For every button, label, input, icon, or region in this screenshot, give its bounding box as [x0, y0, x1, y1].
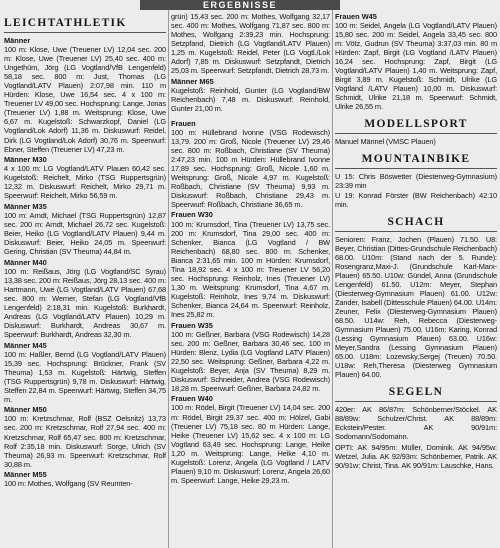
category-heading: Männer [4, 36, 31, 45]
result-paragraph: 4 x 100 m: LG Vogtland/LATV Plauen 60,42 sec. Kugelstoß: Reichelt, Mirko (TSG Ruppertsgrün) 12,32 m. Diskuswurf: Reichelt, Mirko 29,71 m. Speerwurf: Reichelt, Mirko 56,59 m. [4, 164, 166, 201]
result-paragraph: 100 m: Reißaus, Jörg (LG Vogtland/SC Syrau) 13,38 sec. 200 m: Reißaus, Jörg 28,13 sec. 400 m: Hartmann, Uwe (LG Vogtland/LATV Plauen) 67,68 sec. 800 m: Werner, Stefan (LG Vogtland/VfB Lengenfeld) 2:18,31 min. Kugelstoß: Burkhardt, Andreas (LG Vogtland/LATV Plauen) 10,29 m. Diskuswurf: Burkhardt, Andreas 30,67 m. Speerwurf: Burkhardt, Andreas 32,30 m. [4, 266, 166, 339]
sport-heading-mountainbike: MOUNTAINBIKE [335, 148, 497, 169]
result-paragraph: U 15: Chris Böswetter (Diesterweg-Gymnasium) 23:39 min [335, 171, 497, 190]
result-paragraph: grün) 15,43 sec. 200 m: Mothes, Wolfgang 32,17 sec. 400 m: Mothes, Wolfgang 71,87 sec. 800 m: Mothes, Wolfgang 2:39,23 min. Hochsprung: Setzpfand, Dietrich (LG Vogtland/LATV Plauen) 1,25 m. Kugelstoß: Reidel, Peter (LG Vogtl./Lok Adorf) 7,85 m. Diskuswurf: Setzpfandt, Dietrich 25,03 m. Speerwurf: Setzpfandt, Dietrich 28,73 m. [171, 12, 330, 76]
category-heading: Männer M50 [4, 405, 47, 415]
category-heading: Frauen W30 [171, 210, 213, 220]
result-paragraph: 100 m: Seidel, Angela (LG Vogtland/LATV Plauen) 15,80 sec. 200 m: Seidel, Angela 33,45 sec. 800 m: Vötz, Gudrun (SV Theuma) 3:37,03 min. 80 m Hürden: Zapf, Birgit (LG Vogtland /LATV Plauen) 16,24 sec. Hochsprung: Zapf, Birgit (LG Vogtland/LATV Plauen) 1,40 m. Weitsprung: Zapf, Birgit 3,89 m. Kugelstoß: Schmidt, Ulrike (LG Vogtland /LATV Plauen) 10,00 m. Diskuswurf: Schmidt, Ulrike 21,18 m. Speerwurf: Schmidt, Ulrike 26,55 m. [335, 21, 497, 112]
results-column-2 [171, 12, 330, 548]
result-paragraph: U 19: Konrad Förster (BW Reichenbach) 42:10 min. [335, 191, 497, 210]
category-heading: Männer M65 [171, 76, 214, 86]
result-paragraph: OPTI: AK 94/95m: Müller, Dominik. AK 94/95w: Wetzel, Julia. AK 92/93m: Schönberner, Patrik. AK 90/91w: Christ, Tina. AK 90/91m: Lauschke, Hans. [335, 442, 497, 470]
category-heading: Männer M35 [4, 201, 47, 211]
category-heading: Frauen W45 [335, 12, 377, 21]
category-heading: Männer M55 [4, 470, 47, 480]
column-divider [168, 10, 169, 548]
sport-heading-schach: SCHACH [335, 211, 497, 232]
result-paragraph: 100 m: Klose, Uwe (Treuener LV) 12,04 sec. 200 m: Klose, Uwe (Treuener LV) 25,40 sec. 400 m: Ungethüm, Jörg (LG Vogtland/VfB Lengenfeld) 58,18 sec. 800 m: Just, Thomas (LG Vogtland/LATV Plauen) 2:07,98 min. 110 m Hürden: Klose, Uwe 16,54 sec. 4 x 100 m: Treuener LV 49,00 sec. Hochsprung: Lange, Jonas (Treuener LV) 1,88 m. Weitsprung: Klose, Uwe 6,67 m. Kugelstoß: Schwarzkopf, Daniel (LG Vogtland/Lok Adorf) 11,36 m. Diskuswurf: Reidel, Dirk (LG Vogtland/Lok Adorf) 30,76 m. Speerwurf: Ebner, Steffen (Treuener LV) 47,23 m. [4, 45, 166, 154]
category-heading: Frauen [171, 118, 196, 128]
result-paragraph: Kugelstoß: Reinhold, Gunter (LG Vogtland/BW Reichenbach) 7,48 m. Diskuswurf: Reinhold, Gunter 21,00 m. [171, 85, 330, 113]
result-paragraph: 100 m: Rödel, Birgit (Treuener LV) 14,04 sec. 200 m: Rödel, Birgit 29,37 sec. 400 m: Hölzel, Gabi (Treuener LV) 75,18 sec. 80 m Hürden: Lange, Heike (Treuener LV) 15,62 sec. 4 x 100 m: LG Vogtland 63,49 sec. Hochsprung: Lange, Heike 1,20 m. Weitsprung: Lange, Heike 4,10 m. Kugelstoß: Lorenz, Angela (LG Vogtland / LATV Plauen) 9,10 m. Diskuswurf: Lorenz, Angela 26,60 m. Speerwurf: Lange, Heike 29,23 m. [171, 403, 330, 485]
result-paragraph: 100 m: Haßler, Bernd (LG Vogtland/LATV Plauen) 15,39 sec. Hochsprung: Brückner, Frank (SV Theuma) 1,53 m. Kugelstoß: Härtwig, Steffen (TSG Ruppertsgrün) 9,78 m. Diskuswurf: Härtwig, Steffen 22,84 m. Speerwurf: Härtwig, Steffen 34,75 m. [4, 349, 166, 404]
sport-heading-segeln: SEGELN [335, 381, 497, 402]
column-divider [332, 10, 333, 548]
category-heading: Frauen W40 [171, 394, 213, 404]
category-heading: Männer M30 [4, 155, 47, 165]
sport-heading-modellsport: MODELLSPORT [335, 113, 497, 134]
result-paragraph: 100 m: Hüllebrand Ivonne (VSG Rodewisch) 13,79. 200 m: Groß, Nicole (Treuener LV) 29,46 sec. 800 m: Roßbach, Christiane (SV Theuma) 2:47,23 min. 100 m Hürden: Hüllebrand Ivonne 17,89 sec. Hochsprung: Groß, Nicole 1,60 m. Weitsprung: Groß, Nicole 4,97 m. Kugelstoß: Roßbach, Christiane (SV Theuma) 9,93 m. Diskuswurf: Roßbach, Christiane 29,43 m. Speerwurf: Roßbach, Christiane 36,65 m. [171, 127, 330, 209]
results-column-1 [4, 12, 166, 548]
results-column-3 [335, 12, 497, 548]
category-heading: Männer M45 [4, 340, 47, 350]
result-paragraph: 100 m: Arndt, Michael (TSG Ruppertsgrün) 12,87 sec. 200 m: Arndt, Michael 26,72 sec. Kugelstoß: Beier, Heiko (LG Vogtland/LATV Plauen) 9,44 m. Diskuswurf: Beier, Heiko 24,05 m. Speerwurf: Gering, Christian (SV Theuma) 44,84 m. [4, 210, 166, 257]
result-paragraph: Manuel Männel (VMSC Plauen) [335, 137, 436, 147]
result-paragraph: 100 m: Krumsdorf, Tina (Treuener LV) 13,75 sec. 200 m: Krumsdorf, Tina 29,00 sec. 400 m: Schenker, Bianca (LG Vogtland / BW Reichenbach) 68,80 sec. 800 m: Schenker, Bianca 2:31,65 min. 100 m Hürden: Krumsdorf, Tina 18,92 sec. 4 x 100 m: Treuener LV 56,20 sec. Hochsprung: Reinholz, Ines (Treuener LV) 1,30 m. Weitsprung: Krumsdorf, Tina 4,67 m. Kugelstoß: Reinholz, Ines 9,74 m. Diskuswurf: Schenker, Bianca 24,64 m. Speerwurf: Reinholz, Ines 25,82 m. [171, 219, 330, 319]
result-paragraph: 420er: AK 86/87m: Schönberner/Stöckel. AK 88/89w: Schulzer/Christ. AK 88/89m: Eckstein/Pester. AK 90/91m: Sodomann/Sodomann. [335, 405, 497, 442]
sport-heading-leichtathletik: LEICHTATHLETIK [4, 12, 166, 33]
result-paragraph: 100 m: Kretzschmar, Rolf (BSZ Oelsnitz) 13,73 sec. 200 m: Kretzschmar, Rolf 27,94 sec. 400 m: Kretzschmar, Rolf 65,47 sec. 800 m: Kretzschmar, Rolf 2:35,18 min. Diskuswurf: Sorge, Ulrich (SV Theuma) 26,93 m. Speerwurf: Kretzschmar, Rolf 30,88 m. [4, 414, 166, 469]
category-heading: Frauen W35 [171, 320, 213, 330]
result-paragraph: Senioren: Franz, Jochen (Plauen) 71.50. U8: Beyer, Christian (Dittes-Grundschule Reichenbach) 68.00. U10m: (Stand nach der 5. Runde): Rosengranz,Maxi-J. (Grundschule Karl-Marx-Plauen) 65.50. U10w: Gündel, Anna (Grundschule Lengenfeld) 61.50. U12m: Meyer, Stephan (Diesterweg-Gymnasium Plauen) 61.00. U12w: Zander, Isabell (Dittesschule Plauen) 64.00. U14m: Zeuner, Felix (Diesterweg-Gymnasium Plauen) 68.50. U14w: Reh, Rebecca (Diesterweg-Gymnasium Plauen) 75.00. U16m: Karing, Konrad (Lessing Gymnasium Plauen) 63.00. U16w: Meyer,Sandra (Lessing Gymnasium Plauen) 65.00. U18m: Lozewsky,Sergej (Treuen) 70.50. U18w: Reh,Theresa (Diesterweg Gymnasium Plauen) 64.00. [335, 234, 497, 380]
category-heading: Männer M40 [4, 257, 47, 267]
section-banner: ERGEBNISSE [140, 0, 340, 10]
result-paragraph: 100 m: Mothes, Wolfgang (SV Reumten- [4, 479, 133, 489]
result-paragraph: 100 m: Geßner, Barbara (VSG Rodewisch) 14,28 sec. 200 m: Geßner, Barbara 30,46 sec. 100 m Hürden: Blenz, Lydia (LG Vogtland LATV Plauen) 22,50 sec. Weitsprung: Geßner, Barbara 4,22 m. Kugelstoß: Beyer, Anja (SV Theuma) 8,29 m. Diskuswurf: Schneider, Andrea (VSG Rodewisch) 18,28 m. Speerwurf: Geßner, Barbara 24,82 m. [171, 329, 330, 393]
